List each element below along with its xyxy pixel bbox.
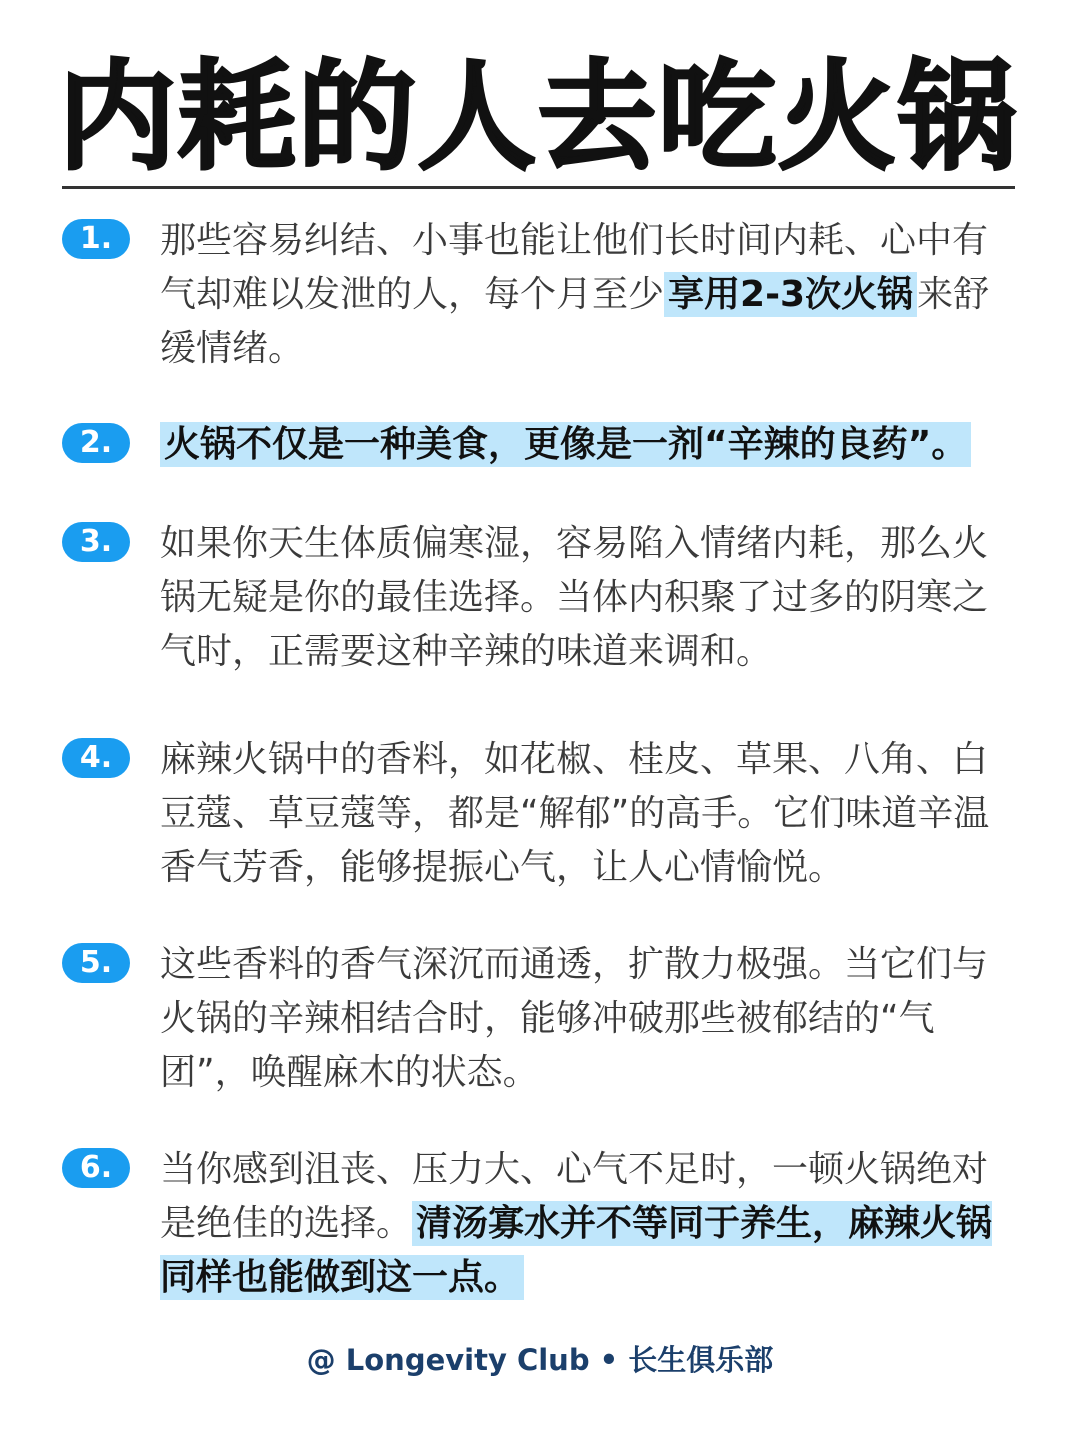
item-number-badge: 5.: [62, 943, 130, 983]
item-text: [160, 418, 1022, 472]
item-text-segment: 麻辣火锅中的香料，如花椒、桂皮、草果、八角、白豆蔻、草豆蔻等，都是“解郁”的高手。它们味道辛温香气芳香，能够提振心气，让人心情愉悦。: [160, 739, 990, 888]
item-text-segment: 来舒缓情绪。: [160, 274, 990, 369]
item-text-segment: 那些容易纠结、小事也能让他们长时间内耗、心中有气却难以发泄的人，每个月至少: [160, 220, 989, 315]
title-divider: [62, 186, 1015, 189]
item-text-segment: 如果你天生体质偏寒湿，容易陷入情绪内耗，那么火锅无疑是你的最佳选择。当体内积聚了过多的阴寒之气时，正需要这种辛辣的味道来调和。: [160, 523, 989, 672]
item-text: [160, 214, 1022, 376]
item-text-segment: 当你感到沮丧、压力大、心气不足时，一顿火锅绝对是绝佳的选择。: [160, 1149, 989, 1244]
highlighted-text: 火锅不仅是一种美食，更像是一剂“辛辣的良药”。: [160, 422, 971, 467]
item-text: [160, 517, 1022, 679]
item-text: [160, 1143, 1022, 1305]
highlighted-text: 享用2-3次火锅: [664, 272, 917, 317]
footer-signature: @ Longevity Club • 长生俱乐部: [306, 1343, 774, 1377]
item-number-badge: 3.: [62, 522, 130, 562]
item-number-badge: 6.: [62, 1148, 130, 1188]
item-number-badge: 2.: [62, 423, 130, 463]
highlighted-text: 清汤寡水并不等同于养生，麻辣火锅同样也能做到这一点。: [160, 1203, 993, 1298]
item-text-segment: 这些香料的香气深沉而通透，扩散力极强。当它们与火锅的辛辣相结合时，能够冲破那些被郁结的“气团”，唤醒麻木的状态。: [160, 944, 989, 1093]
item-number-badge: 1.: [62, 219, 130, 259]
page-title: 内耗的人去吃火锅: [58, 48, 1019, 186]
item-text: [160, 733, 1022, 895]
item-text: [160, 938, 1022, 1100]
item-number-badge: 4.: [62, 738, 130, 778]
